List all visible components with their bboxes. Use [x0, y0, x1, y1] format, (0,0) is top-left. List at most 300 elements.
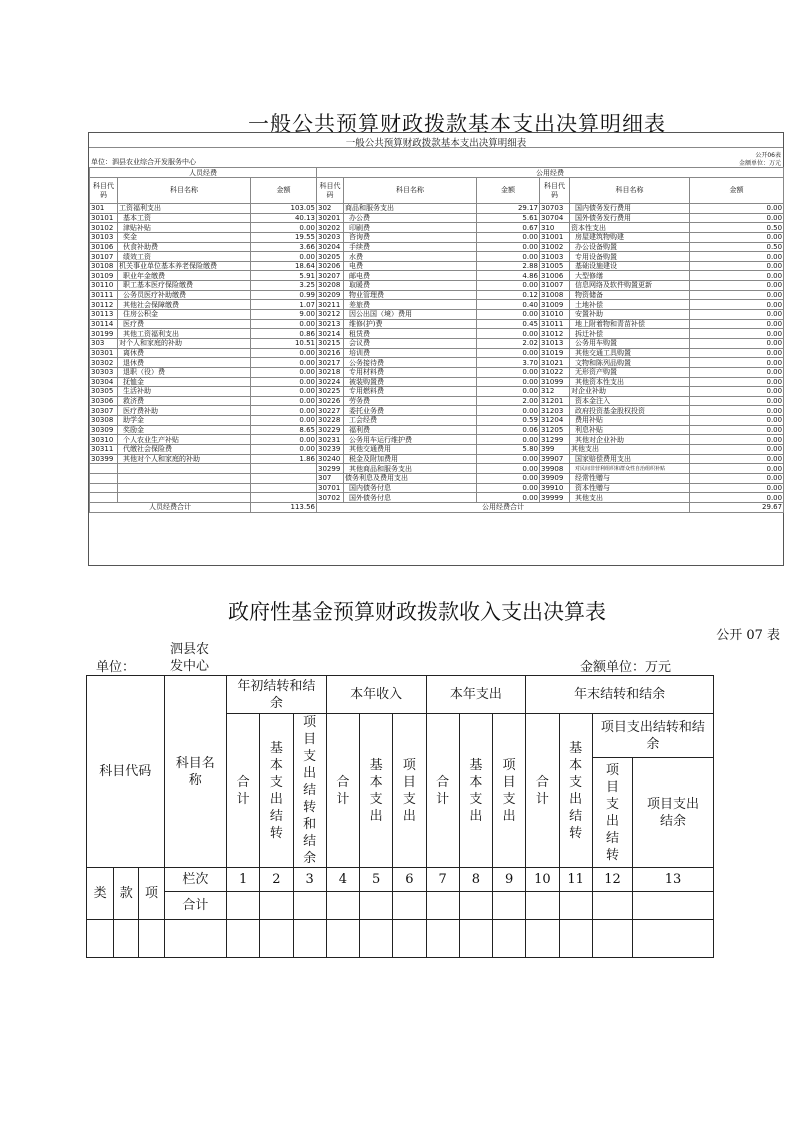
cell-code: 31205 — [540, 425, 570, 435]
table-row — [90, 290, 784, 300]
table-row — [90, 435, 784, 445]
cell-name: 国内债务付息 — [344, 483, 477, 493]
total-row — [90, 502, 784, 512]
sub-proj-carry-group: 项目支出结转和结余 — [592, 714, 713, 758]
cell-code: 30231 — [317, 435, 344, 445]
cell-code: 30103 — [90, 232, 118, 242]
cell-amount: 0.00 — [477, 377, 540, 387]
cell-name: 培训费 — [344, 348, 477, 358]
lanci-row — [87, 868, 714, 892]
cell-code: 30225 — [317, 387, 344, 397]
cell-amount: 0.00 — [690, 232, 784, 242]
cell-name: 国家赔偿费用支出 — [570, 454, 690, 464]
total-personnel-label: 人员经费合计 — [90, 502, 251, 512]
cell-code: 30310 — [90, 435, 118, 445]
cell-amount: 0.50 — [690, 242, 784, 252]
cell-amount: 103.05 — [251, 204, 317, 214]
cell-code: 31009 — [540, 300, 570, 310]
money-unit: 金额单位：万元 — [580, 660, 672, 675]
cell-amount: 0.50 — [690, 223, 784, 233]
col-number: 6 — [393, 868, 426, 892]
cell-name: 文物和陈列品购置 — [570, 358, 690, 368]
label-lanci: 栏次 — [164, 868, 226, 892]
cell-amount: 0.00 — [477, 406, 540, 416]
cell-code: 30217 — [317, 358, 344, 368]
cell-code: 31201 — [540, 396, 570, 406]
cell-name: 办公费 — [344, 213, 477, 223]
cell-name: 奖励金 — [118, 425, 251, 435]
cell-name: 会议费 — [344, 338, 477, 348]
cell-amount: 0.00 — [690, 310, 784, 320]
cell-code: 30309 — [90, 425, 118, 435]
cell-amount: 0.00 — [251, 358, 317, 368]
table-row — [90, 406, 784, 416]
cell-amount: 8.65 — [251, 425, 317, 435]
cell-amount: 0.00 — [690, 358, 784, 368]
header-code: 科目代码 — [87, 676, 165, 868]
cell-name: 其他交通费用 — [344, 445, 477, 455]
cell-amount: 0.00 — [690, 271, 784, 281]
cell-amount: 0.00 — [477, 454, 540, 464]
col-number: 12 — [592, 868, 632, 892]
table-row — [90, 445, 784, 455]
cell-code: 30111 — [90, 290, 118, 300]
col-number: 8 — [459, 868, 492, 892]
cell-name: 代缴社会保险费 — [118, 445, 251, 455]
cell-name: 土地补偿 — [570, 300, 690, 310]
cell-code: 31010 — [540, 310, 570, 320]
cell-name: 其他对企业补助 — [570, 435, 690, 445]
cell-name: 个人农业生产补贴 — [118, 435, 251, 445]
cell-code: 30307 — [90, 406, 118, 416]
empty-row — [87, 920, 714, 958]
cell-code: 30114 — [90, 319, 118, 329]
cell-amount: 0.00 — [690, 483, 784, 493]
cell-name: 租赁费 — [344, 329, 477, 339]
cell-amount: 0.00 — [690, 348, 784, 358]
cell-amount: 2.02 — [477, 338, 540, 348]
cell-name: 经常性赠与 — [570, 473, 690, 483]
table-row — [90, 204, 784, 214]
money-unit: 金额单位：万元 — [738, 160, 781, 167]
col-header: 科目代码 — [317, 178, 344, 204]
cell-code: 39908 — [540, 464, 570, 474]
cell-amount: 0.59 — [477, 416, 540, 426]
col-header: 科目名称 — [344, 178, 477, 204]
page-title-table1: 一般公共预算财政拨款基本支出决算明细表 — [248, 112, 666, 136]
cell-amount: 0.00 — [690, 290, 784, 300]
cell-code: 30301 — [90, 348, 118, 358]
cell-amount: 0.00 — [477, 387, 540, 397]
cell-amount: 0.00 — [251, 367, 317, 377]
cell-code: 31008 — [540, 290, 570, 300]
cell-name: 取暖费 — [344, 281, 477, 291]
cell-name: 印刷费 — [344, 223, 477, 233]
col-number: 9 — [493, 868, 526, 892]
col-number: 13 — [633, 868, 714, 892]
cell-code: 307 — [317, 473, 344, 483]
col-number: 10 — [526, 868, 559, 892]
cell-name: 生活补助 — [118, 387, 251, 397]
cell-amount — [251, 493, 317, 503]
cell-code — [90, 483, 118, 493]
cell-name: 其他对个人和家庭的补助 — [118, 454, 251, 464]
cell-name: 医疗费补助 — [118, 406, 251, 416]
cell-code: 30224 — [317, 377, 344, 387]
cell-amount: 40.13 — [251, 213, 317, 223]
cell-code: 30704 — [540, 213, 570, 223]
cell-code: 39907 — [540, 454, 570, 464]
cell-code: 30108 — [90, 261, 118, 271]
cell-amount: 5.61 — [477, 213, 540, 223]
table-row — [90, 271, 784, 281]
col-header: 金额 — [477, 178, 540, 204]
cell-code: 31299 — [540, 435, 570, 445]
cell-amount: 5.80 — [477, 445, 540, 455]
cell-code: 30299 — [317, 464, 344, 474]
budget-detail-table-frame — [88, 132, 784, 566]
cell-amount: 0.00 — [690, 319, 784, 329]
label-xiang: 项 — [139, 868, 164, 920]
table-row — [90, 396, 784, 406]
cell-amount: 0.12 — [477, 290, 540, 300]
cell-amount: 0.00 — [690, 329, 784, 339]
col-number: 4 — [326, 868, 359, 892]
cell-name: 拆迁补偿 — [570, 329, 690, 339]
cell-amount: 0.00 — [477, 493, 540, 503]
total-public-label: 公用经费合计 — [317, 502, 690, 512]
cell-name: 安置补助 — [570, 310, 690, 320]
cell-amount: 0.00 — [690, 204, 784, 214]
table-row — [90, 493, 784, 503]
cell-amount: 0.99 — [251, 290, 317, 300]
col-number: 2 — [260, 868, 293, 892]
cell-name: 其他商品和服务支出 — [344, 464, 477, 474]
cell-amount: 0.00 — [251, 406, 317, 416]
cell-code: 30201 — [317, 213, 344, 223]
cell-code: 39999 — [540, 493, 570, 503]
col-header: 科目名称 — [118, 178, 251, 204]
header-row — [90, 178, 784, 204]
cell-amount: 3.25 — [251, 281, 317, 291]
table-row — [90, 213, 784, 223]
cell-name — [118, 493, 251, 503]
cell-code: 30215 — [317, 338, 344, 348]
cell-name: 委托业务费 — [344, 406, 477, 416]
cell-code: 39909 — [540, 473, 570, 483]
cell-amount: 0.00 — [690, 261, 784, 271]
cell-name: 税金及附加费用 — [344, 454, 477, 464]
col-header: 金额 — [251, 178, 317, 204]
cell-amount: 0.00 — [690, 416, 784, 426]
cell-amount: 0.00 — [690, 406, 784, 416]
table-row — [90, 425, 784, 435]
cell-code: 31019 — [540, 348, 570, 358]
cell-code: 31013 — [540, 338, 570, 348]
cell-name: 商品和服务支出 — [344, 204, 477, 214]
cell-name: 基础设施建设 — [570, 261, 690, 271]
sub-basic-carry: 基本支出结转 — [260, 714, 293, 868]
header-expense: 本年支出 — [426, 676, 526, 714]
sub-basic: 基本支出 — [360, 714, 393, 868]
cell-amount: 3.70 — [477, 358, 540, 368]
cell-code: 30209 — [317, 290, 344, 300]
sub-total: 合计 — [526, 714, 559, 868]
cell-code: 30110 — [90, 281, 118, 291]
cell-name: 公务接待费 — [344, 358, 477, 368]
cell-amount: 0.00 — [690, 338, 784, 348]
cell-name: 其他资本性支出 — [570, 377, 690, 387]
cell-code: 302 — [317, 204, 344, 214]
cell-amount — [251, 464, 317, 474]
cell-amount: 0.00 — [690, 445, 784, 455]
cell-name: 职工基本医疗保险缴费 — [118, 281, 251, 291]
cell-amount: 0.00 — [477, 435, 540, 445]
table-row — [90, 242, 784, 252]
cell-code: 30311 — [90, 445, 118, 455]
cell-code: 30703 — [540, 204, 570, 214]
cell-amount: 3.66 — [251, 242, 317, 252]
cell-amount: 0.00 — [477, 252, 540, 262]
cell-code: 31007 — [540, 281, 570, 291]
cell-name: 其他工资福利支出 — [118, 329, 251, 339]
cell-code: 31006 — [540, 271, 570, 281]
cell-name: 专用设备购置 — [570, 252, 690, 262]
cell-code: 30202 — [317, 223, 344, 233]
fund-budget-table — [86, 675, 714, 958]
cell-code: 301 — [90, 204, 118, 214]
cell-amount: 0.00 — [690, 367, 784, 377]
cell-amount: 0.86 — [251, 329, 317, 339]
cell-name: 大型修缮 — [570, 271, 690, 281]
cell-code: 30205 — [317, 252, 344, 262]
cell-amount: 0.00 — [251, 445, 317, 455]
cell-amount: 29.17 — [477, 204, 540, 214]
col-number: 5 — [360, 868, 393, 892]
cell-name: 地上附着物和青苗补偿 — [570, 319, 690, 329]
cell-name: 被装购置费 — [344, 377, 477, 387]
cell-code: 30199 — [90, 329, 118, 339]
cell-code: 31203 — [540, 406, 570, 416]
cell-code: 303 — [90, 338, 118, 348]
table-row — [90, 387, 784, 397]
col-header: 科目名称 — [570, 178, 690, 204]
table-row — [90, 338, 784, 348]
cell-code: 31011 — [540, 319, 570, 329]
cell-name: 对企业补助 — [570, 387, 690, 397]
cell-code: 30106 — [90, 242, 118, 252]
cell-name: 抚恤金 — [118, 377, 251, 387]
cell-name: 津贴补贴 — [118, 223, 251, 233]
inner-table-title: 一般公共预算财政拨款基本支出决算明细表 — [345, 138, 527, 149]
cell-name: 奖金 — [118, 232, 251, 242]
table-row — [90, 473, 784, 483]
cell-name: 其他支出 — [570, 493, 690, 503]
cell-name: 工会经费 — [344, 416, 477, 426]
cell-amount: 0.00 — [477, 232, 540, 242]
col-number: 1 — [227, 868, 260, 892]
cell-code: 39910 — [540, 483, 570, 493]
cell-code: 30216 — [317, 348, 344, 358]
cell-amount: 0.00 — [690, 493, 784, 503]
cell-name: 信息网络及软件购置更新 — [570, 281, 690, 291]
col-header: 科目代码 — [540, 178, 570, 204]
cell-amount: 0.00 — [690, 300, 784, 310]
cell-name: 手续费 — [344, 242, 477, 252]
cell-code: 30204 — [317, 242, 344, 252]
unit-label: 单位： — [96, 660, 136, 675]
group-public: 公用经费 — [317, 168, 784, 178]
cell-amount: 0.00 — [690, 454, 784, 464]
cell-amount: 18.64 — [251, 261, 317, 271]
cell-amount: 0.00 — [690, 213, 784, 223]
header-income: 本年收入 — [326, 676, 426, 714]
cell-amount: 0.40 — [477, 300, 540, 310]
cell-name: 政府投资基金股权投资 — [570, 406, 690, 416]
header-name: 科目名称 — [164, 676, 226, 868]
cell-name: 利息补贴 — [570, 425, 690, 435]
cell-amount — [251, 483, 317, 493]
table-row — [90, 416, 784, 426]
total-personnel-value: 113.56 — [251, 502, 317, 512]
cell-amount: 10.51 — [251, 338, 317, 348]
cell-amount: 0.00 — [251, 252, 317, 262]
cell-amount: 9.00 — [251, 310, 317, 320]
cell-code: 30213 — [317, 319, 344, 329]
table-row — [90, 223, 784, 233]
cell-amount: 0.00 — [477, 348, 540, 358]
cell-code: 30208 — [317, 281, 344, 291]
cell-name: 资本金注入 — [570, 396, 690, 406]
cell-code: 30214 — [317, 329, 344, 339]
cell-amount: 19.55 — [251, 232, 317, 242]
cell-code: 30302 — [90, 358, 118, 368]
cell-name: 其他社会保障缴费 — [118, 300, 251, 310]
cell-name — [118, 483, 251, 493]
cell-amount: 1.86 — [251, 454, 317, 464]
sub-total: 合计 — [426, 714, 459, 868]
cell-code: 30304 — [90, 377, 118, 387]
col-number: 3 — [293, 868, 326, 892]
cell-name: 工资福利支出 — [118, 204, 251, 214]
cell-amount: 0.00 — [690, 252, 784, 262]
table-row — [90, 454, 784, 464]
cell-amount: 0.00 — [251, 387, 317, 397]
col-header: 金额 — [690, 178, 784, 204]
cell-name: 物资储备 — [570, 290, 690, 300]
cell-name: 维修(护)费 — [344, 319, 477, 329]
cell-code — [90, 493, 118, 503]
cell-amount: 0.00 — [251, 348, 317, 358]
cell-name: 退职（役）费 — [118, 367, 251, 377]
cell-name: 国外债务发行费用 — [570, 213, 690, 223]
form-number: 公开06表 — [755, 152, 781, 159]
cell-amount — [251, 473, 317, 483]
sub-basic: 基本支出 — [459, 714, 492, 868]
cell-amount: 0.45 — [477, 319, 540, 329]
sub-total: 合计 — [227, 714, 260, 868]
cell-name: 医疗费 — [118, 319, 251, 329]
cell-name: 专用材料费 — [344, 367, 477, 377]
cell-name: 对民间非营利组织和群众性自治组织补贴 — [570, 464, 690, 474]
cell-name: 救济费 — [118, 396, 251, 406]
table-row — [90, 464, 784, 474]
sub-proj: 项目支出 — [493, 714, 526, 868]
cell-name: 资本性支出 — [570, 223, 690, 233]
cell-code: 30239 — [317, 445, 344, 455]
cell-amount: 1.07 — [251, 300, 317, 310]
cell-name: 水费 — [344, 252, 477, 262]
cell-name — [118, 473, 251, 483]
cell-amount: 0.67 — [477, 223, 540, 233]
label-heji: 合计 — [164, 892, 226, 920]
table-row — [90, 367, 784, 377]
cell-amount: 0.00 — [690, 281, 784, 291]
cell-amount: 0.00 — [477, 242, 540, 252]
cell-code: 31022 — [540, 367, 570, 377]
table-row — [90, 300, 784, 310]
cell-name: 电费 — [344, 261, 477, 271]
cell-code: 31012 — [540, 329, 570, 339]
col-number: 11 — [559, 868, 592, 892]
cell-amount: 0.00 — [477, 367, 540, 377]
cell-code: 30212 — [317, 310, 344, 320]
sub-proj-carry: 项目支出结转和结余 — [293, 714, 326, 868]
cell-code: 310 — [540, 223, 570, 233]
cell-name: 国外债务付息 — [344, 493, 477, 503]
header-begin: 年初结转和结余 — [227, 676, 327, 714]
table-row — [90, 329, 784, 339]
cell-code: 30228 — [317, 416, 344, 426]
cell-amount: 0.00 — [251, 416, 317, 426]
cell-code: 30218 — [317, 367, 344, 377]
cell-amount: 0.00 — [690, 377, 784, 387]
sub-proj-jz: 项目支出结转 — [592, 758, 632, 868]
cell-name: 无形资产购置 — [570, 367, 690, 377]
cell-amount: 0.00 — [690, 464, 784, 474]
cell-code: 30306 — [90, 396, 118, 406]
table-row — [90, 252, 784, 262]
cell-code: 30303 — [90, 367, 118, 377]
cell-amount: 0.00 — [251, 377, 317, 387]
sub-basic-carry: 基本支出结转 — [559, 714, 592, 868]
cell-name: 资本性赠与 — [570, 483, 690, 493]
cell-code: 30101 — [90, 213, 118, 223]
cell-amount: 0.00 — [477, 464, 540, 474]
table-row — [90, 232, 784, 242]
sub-proj-jy: 项目支出结余 — [633, 758, 714, 868]
cell-name: 其他交通工具购置 — [570, 348, 690, 358]
table-row — [90, 261, 784, 271]
cell-code: 31003 — [540, 252, 570, 262]
cell-amount: 0.00 — [477, 473, 540, 483]
cell-amount: 0.00 — [477, 483, 540, 493]
cell-amount: 0.06 — [477, 425, 540, 435]
cell-code: 30702 — [317, 493, 344, 503]
cell-name: 国内债务发行费用 — [570, 204, 690, 214]
cell-amount: 5.91 — [251, 271, 317, 281]
cell-code — [90, 473, 118, 483]
cell-name: 劳务费 — [344, 396, 477, 406]
cell-name: 差旅费 — [344, 300, 477, 310]
cell-name: 公务员医疗补助缴费 — [118, 290, 251, 300]
cell-code: 30229 — [317, 425, 344, 435]
cell-name: 助学金 — [118, 416, 251, 426]
cell-amount: 0.00 — [690, 473, 784, 483]
cell-name: 职业年金缴费 — [118, 271, 251, 281]
cell-amount: 0.00 — [251, 223, 317, 233]
cell-code: 30207 — [317, 271, 344, 281]
